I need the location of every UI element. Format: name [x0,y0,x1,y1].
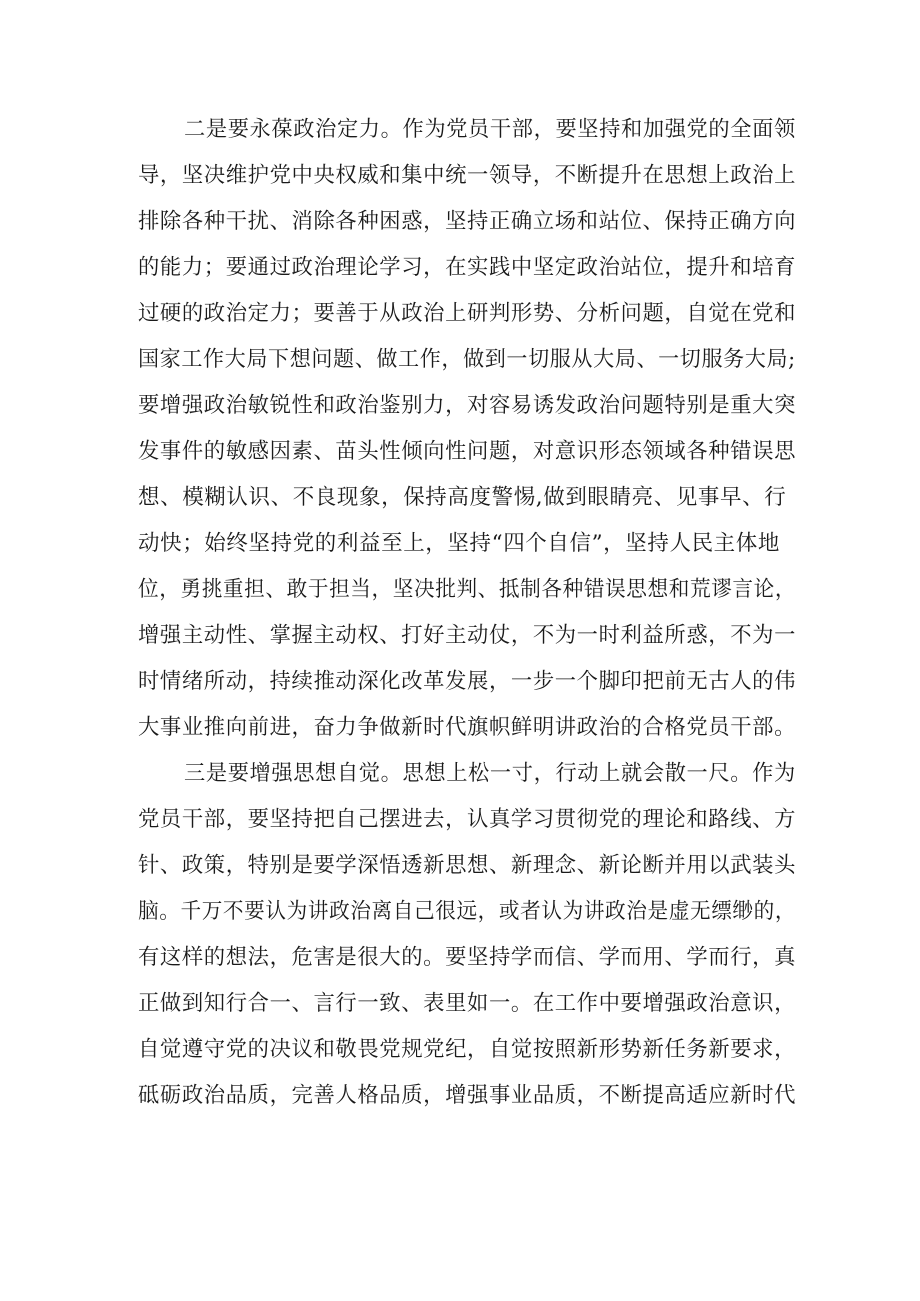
paragraph-3-line-8: 砥砺政治品质，完善人格品质，增强事业品质，不断提高适应新时代 [138,1083,797,1108]
paragraph-3-line-1: 三是要增强思想自觉。思想上松一寸，行动上就会散一尺。作为 [184,761,796,786]
paragraph-2-line-12: 增强主动性、掌握主动权、打好主动仗，不为一时利益所惑，不为一 [138,623,797,648]
paragraph-2-line-3: 排除各种干扰、消除各种困惑，坚持正确立场和站位、保持正确方向 [138,209,797,234]
paragraph-3-line-4: 脑。千万不要认为讲政治离自己很远，或者认为讲政治是虚无缥缈的， [138,899,797,924]
paragraph-2-line-6: 国家工作大局下想问题、做工作，做到一切服从大局、一切服务大局; [138,347,796,372]
paragraph-2-line-13: 时情绪所动，持续推动深化改革发展，一步一个脚印把前无古人的伟 [138,669,797,694]
paragraph-2-line-2: 导，坚决维护党中央权威和集中统一领导，不断提升在思想上政治上 [138,163,797,188]
paragraph-2-line-11: 位，勇挑重担、敢于担当，坚决批判、抵制各种错误思想和荒谬言论， [138,577,797,602]
paragraph-3-line-6: 正做到知行合一、言行一致、表里如一。在工作中要增强政治意识， [138,991,797,1016]
paragraph-2-line-9: 想、模糊认识、不良现象，保持高度警惕,做到眼睛亮、见事早、行 [138,485,787,510]
paragraph-3-line-2: 党员干部，要坚持把自己摆进去，认真学习贯彻党的理论和路线、方 [138,807,797,832]
paragraph-2-line-8: 发事件的敏感因素、苗头性倾向性问题，对意识形态领域各种错误思 [138,439,797,464]
paragraph-2-line-5: 过硬的政治定力；要善于从政治上研判形势、分析问题，自觉在党和 [138,301,797,326]
paragraph-2-line-10: 动快；始终坚持党的利益至上，坚持“四个自信”，坚持人民主体地 [138,531,780,556]
paragraph-3-line-5: 有这样的想法，危害是很大的。要坚持学而信、学而用、学而行，真 [138,945,797,970]
paragraph-2-line-14: 大事业推向前进，奋力争做新时代旗帜鲜明讲政治的合格党员干部。 [138,715,797,740]
paragraph-2-line-1: 二是要永葆政治定力。作为党员干部，要坚持和加强党的全面领 [184,117,796,142]
paragraph-2-line-7: 要增强政治敏锐性和政治鉴别力，对容易诱发政治问题特别是重大突 [138,393,797,418]
paragraph-3-line-3: 针、政策，特别是要学深悟透新思想、新理念、新论断并用以武装头 [138,853,797,878]
paragraph-3-line-7: 自觉遵守党的决议和敬畏党规党纪，自觉按照新形势新任务新要求， [138,1037,797,1062]
paragraph-2-line-4: 的能力；要通过政治理论学习，在实践中坚定政治站位，提升和培育 [138,255,797,280]
